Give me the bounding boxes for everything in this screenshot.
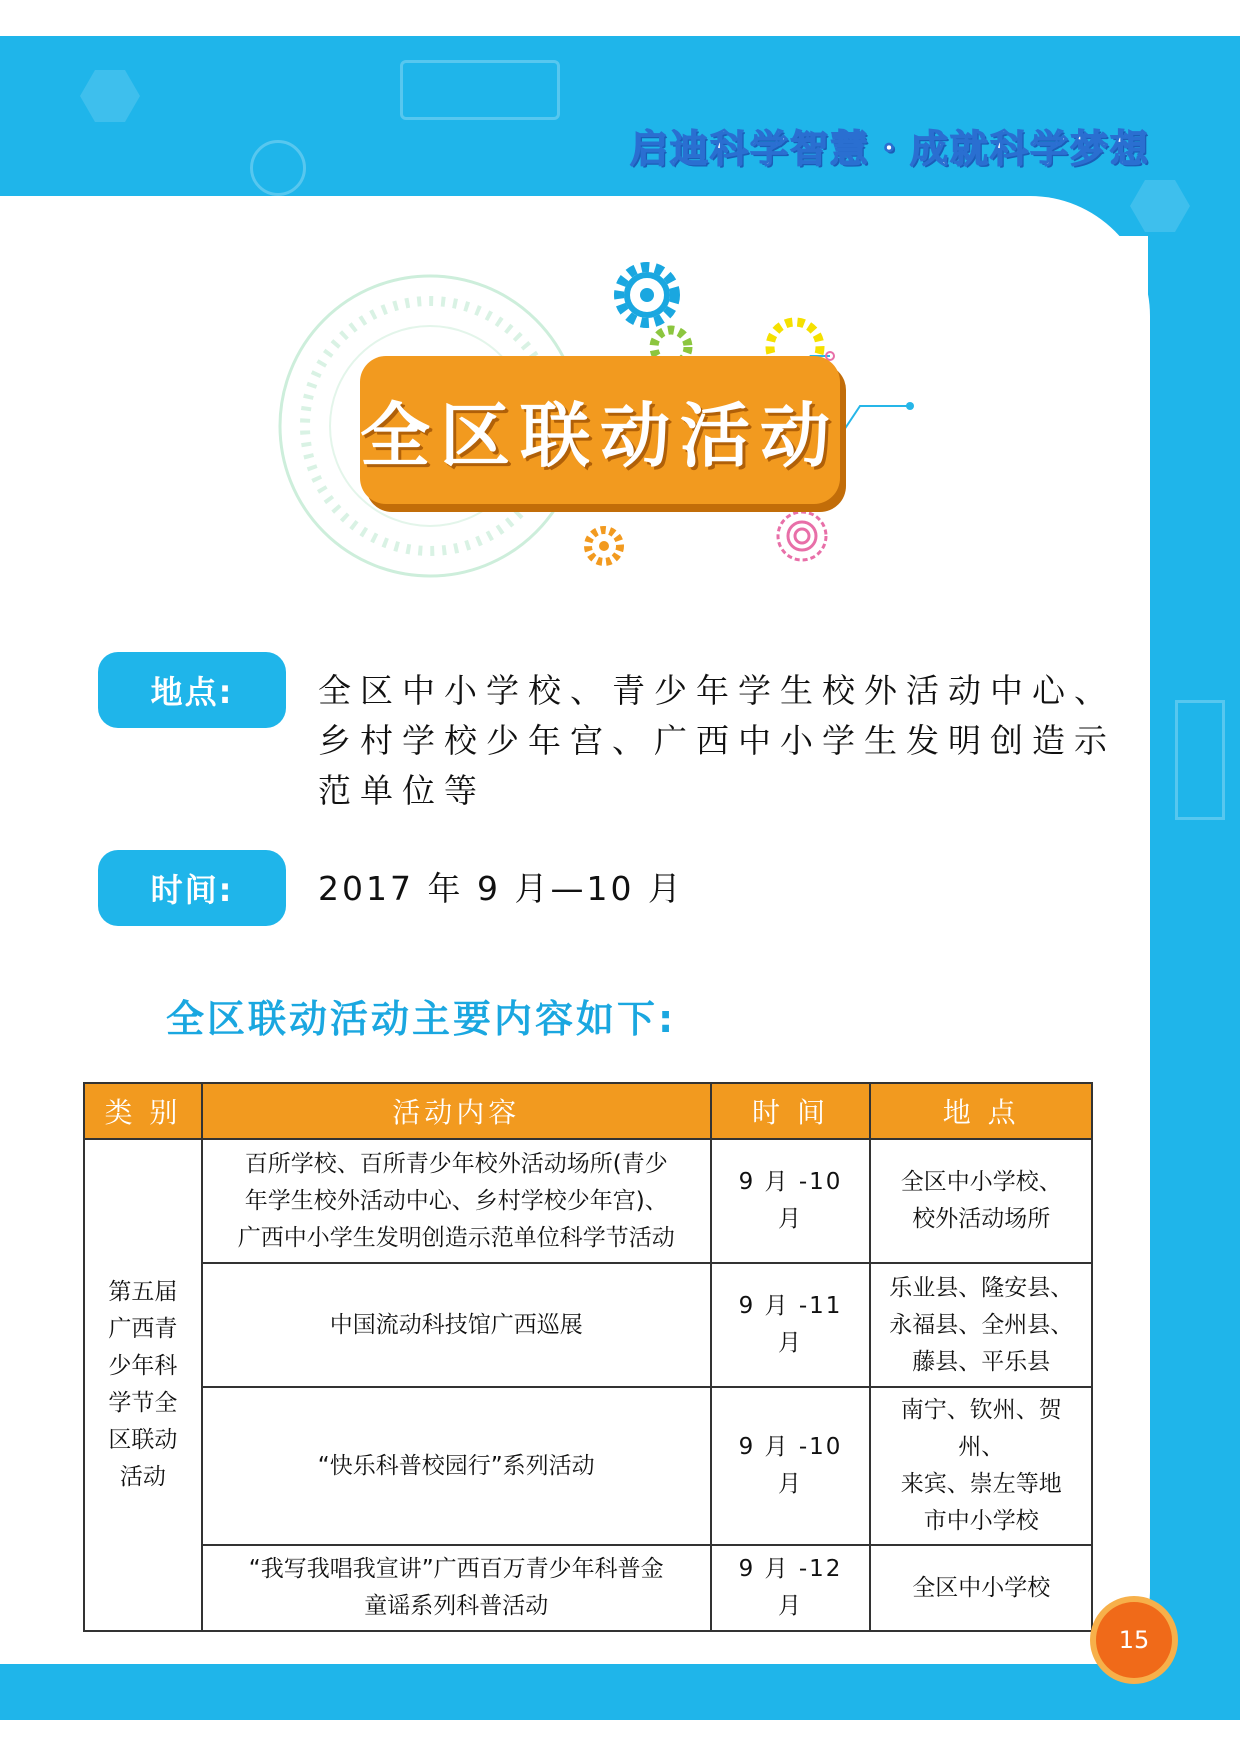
time-cell: 9 月 -11 月: [711, 1263, 871, 1387]
header-content: 活动内容: [202, 1083, 711, 1139]
right-band: [1148, 36, 1240, 1716]
time-cell: 9 月 -12 月: [711, 1545, 871, 1631]
place-cell: [870, 1263, 1092, 1387]
place-cell: [870, 1545, 1092, 1631]
location-label: 地点:: [98, 652, 286, 728]
table-row: [84, 1545, 1092, 1631]
category-cell: [84, 1139, 202, 1631]
place-line: 南宁、钦州、贺州、: [900, 1397, 1062, 1460]
table-row: [84, 1263, 1092, 1387]
place-cell: [870, 1387, 1092, 1545]
category-line: 广西青: [108, 1316, 178, 1342]
section-subtitle: 全区联动活动主要内容如下:: [166, 997, 677, 1041]
location-line: 全区中小学校、青少年学生校外活动中心、: [318, 671, 1116, 710]
category-line: 少年科: [108, 1353, 178, 1379]
orange-gear-icon: [580, 522, 628, 570]
page-title: 全区联动活动: [360, 394, 840, 477]
place-line: 乐业县、隆安县、: [889, 1274, 1074, 1301]
table-row: [84, 1387, 1092, 1545]
content-cell: [202, 1263, 711, 1387]
content-line: 年学生校外活动中心、乡村学校少年宫)、: [244, 1187, 668, 1214]
content-line: 百所学校、百所青少年校外活动场所(青少: [244, 1150, 668, 1177]
category-line: 区联动: [108, 1427, 178, 1453]
content-cell: [202, 1545, 711, 1631]
content-line: “我写我唱我宣讲”广西百万青少年科普金: [248, 1556, 664, 1582]
time-cell: 9 月 -10 月: [711, 1387, 871, 1545]
page-number-badge: 15: [1096, 1602, 1172, 1678]
content-line: 中国流动科技馆广西巡展: [329, 1311, 583, 1338]
place-line: 来宾、崇左等地: [900, 1471, 1062, 1497]
location-line: 乡村学校少年宫、广西中小学生发明创造示: [318, 721, 1116, 760]
content-line: 广西中小学生发明创造示范单位科学节活动: [237, 1224, 675, 1251]
title-graphic: [240, 246, 1040, 586]
category-line: 学节全: [108, 1390, 178, 1416]
title-badge: [360, 356, 840, 504]
header-category: 类 别: [84, 1083, 202, 1139]
location-text: [318, 666, 1116, 816]
content-cell: [202, 1139, 711, 1263]
time-label: 时间:: [98, 850, 286, 926]
place-line: 市中小学校: [923, 1508, 1039, 1534]
activities-table: [83, 1082, 1093, 1632]
place-line: 全区中小学校: [912, 1574, 1051, 1601]
content-line: “快乐科普校园行”系列活动: [317, 1452, 595, 1479]
place-cell: [870, 1139, 1092, 1263]
table-row: [84, 1139, 1092, 1263]
place-line: 全区中小学校、: [900, 1169, 1062, 1195]
header-slogan: 启迪科学智慧・成就科学梦想: [629, 127, 1150, 171]
category-line: 活动: [119, 1464, 166, 1490]
header-place: 地 点: [870, 1083, 1092, 1139]
time-text: 2017 年 9 月—10 月: [318, 869, 684, 908]
time-cell: 9 月 -10 月: [711, 1139, 871, 1263]
content-line: 童谣系列科普活动: [364, 1593, 549, 1619]
place-line: 藤县、平乐县: [912, 1348, 1051, 1375]
content-cell: [202, 1387, 711, 1545]
decor-circuit-box: [400, 60, 560, 120]
category-line: 第五届: [108, 1279, 178, 1305]
table-header-row: [84, 1083, 1092, 1139]
place-line: 校外活动场所: [912, 1206, 1051, 1232]
pink-gear-icon: [770, 504, 834, 568]
decor-gear-outline: [250, 140, 306, 196]
place-line: 永福县、全州县、: [889, 1311, 1074, 1338]
footer-band: [0, 1664, 1240, 1720]
decor-circuit-box: [1175, 700, 1225, 820]
location-line: 范单位等: [318, 771, 486, 810]
header-time: 时 间: [711, 1083, 871, 1139]
